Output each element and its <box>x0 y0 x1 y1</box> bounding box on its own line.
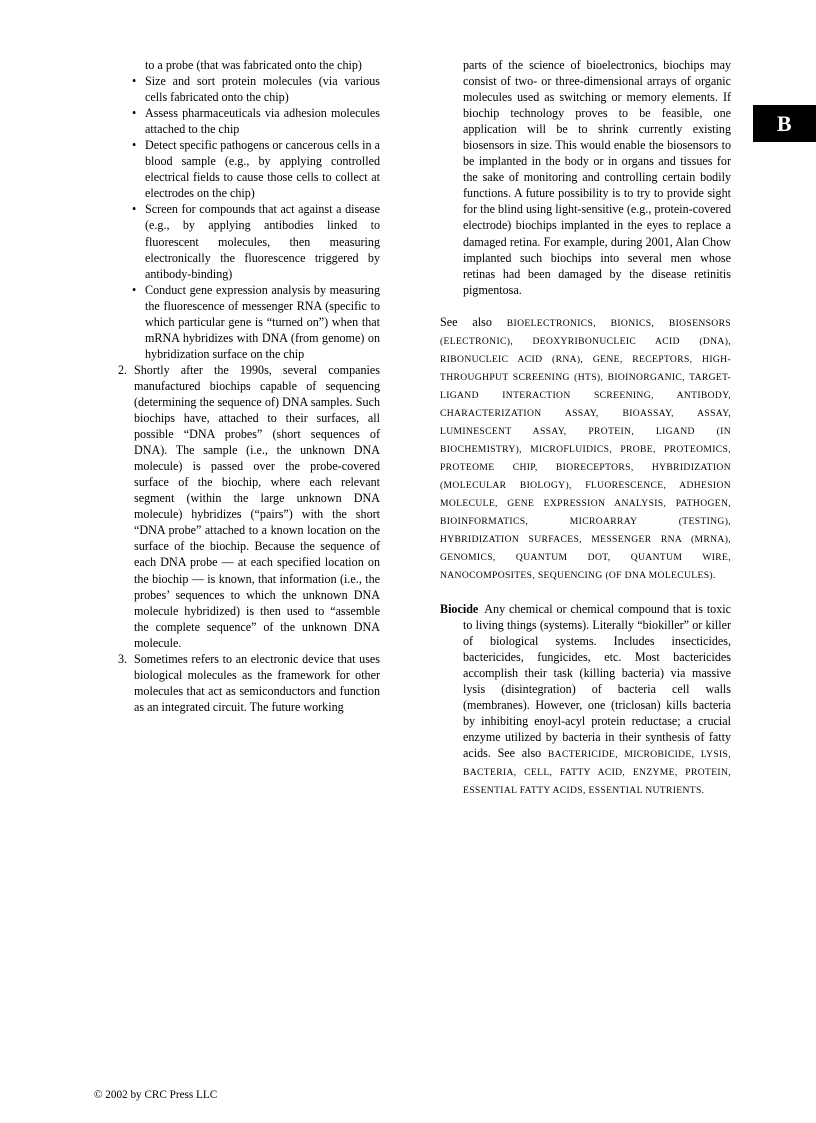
see-also-references: BIOELECTRONICS, BIONICS, BIOSENSORS (ELECTRONIC), DEOXYRIBONUCLEIC ACID (DNA), RIBONUCLEIC ACID (RNA), GENE, RECEPTORS, HIGH-THROUGHPUT SCREENING (HTS), BIOINORGANIC, TARGET-LIGAND INTERACTION SCREENING, ANTIBODY, CHARACTERIZATION ASSAY, BIOASSAY, ASSAY, LUMINESCENT ASSAY, PROTEIN, LIGAND (IN BIOCHEMISTRY), MICROFLUIDICS, PROBE, PROTEOMICS, PROTEOME CHIP, BIORECEPTORS, HYBRIDIZATION (MOLECULAR BIOLOGY), FLUORESCENCE, ADHESION MOLECULE, GENE EXPRESSION ANALYSIS, PATHOGEN, BIOINFORMATICS, MICROARRAY (TESTING), HYBRIDIZATION SURFACES, MESSENGER RNA (MRNA), GENOMICS, QUANTUM DOT, QUANTUM WIRE, NANOCOMPOSITES, SEQUENCING (OF DNA MOLECULES). <box>440 317 732 582</box>
bullet-marker-icon: • <box>132 282 137 297</box>
list-item-text: Detect specific pathogens or cancerous cells in a blood sample (e.g., by applying controlled electrical fields to cause those cells to collect at electrodes on the chip) <box>145 138 380 201</box>
list-item-text: Screen for compounds that act against a disease (e.g., by applying antibodies linked to fluorescent molecules, then measuring electronically the fluorescence triggered by antibody-binding) <box>145 202 380 281</box>
list-item-text: Size and sort protein molecules (via various cells fabricated onto the chip) <box>145 74 380 105</box>
list-item-number: 2. <box>118 362 128 377</box>
see-also-label: See also <box>440 314 492 329</box>
bullet-marker-icon: • <box>132 138 137 153</box>
dictionary-entry <box>440 601 731 800</box>
numbered-list <box>118 362 380 715</box>
thumb-index-tab <box>753 105 816 142</box>
bullet-list <box>118 73 380 362</box>
list-item <box>118 651 380 715</box>
entry-definition: Any chemical or chemical compound that is toxic to living things (systems). Literally “biokiller” or killer of biological systems. Includes insecticides, bactericides, fungicides, etc. Most bactericides accomplish their task (killing bacteria) via massive lysis (disintegration) of bacteria cell walls (membranes). However, one (triclosan) kills bacteria by inhibiting enoyl-acyl protein reductase; a crucial enzyme utilized by bacteria in their synthesis of fatty acids. <box>463 601 731 760</box>
see-also-paragraph <box>440 314 731 585</box>
left-column <box>118 57 380 715</box>
entry-headword: Biocide <box>440 601 479 616</box>
list-item <box>118 362 380 651</box>
list-item-text: Conduct gene expression analysis by measuring the fluorescence of messenger RNA (specific to which particular gene is “turned on”) when that mRNA hybridizes with DNA (from genome) on hybridization surface on the chip <box>145 282 380 361</box>
list-item <box>118 73 380 105</box>
thumb-index-letter: B <box>776 110 793 136</box>
entry-see-also-label: See also <box>497 745 542 760</box>
bullet-marker-icon: • <box>132 106 137 121</box>
list-item <box>118 201 380 281</box>
list-item-text: Assess pharmaceuticals via adhesion molecules attached to the chip <box>145 106 380 137</box>
bullet-marker-icon: • <box>132 74 137 89</box>
bullet-marker-icon: • <box>132 202 137 217</box>
list-item-text: Sometimes refers to an electronic device that uses biological molecules as the framework for other molecules that act as semiconductors and function as an integrated circuit. The future working <box>134 651 380 714</box>
page-footer-copyright: © 2002 by CRC Press LLC <box>94 1089 218 1101</box>
see-also-block <box>440 314 731 585</box>
list-item-text: Shortly after the 1990s, several companies manufactured biochips capable of sequencing (determining the sequence of) DNA samples. Such biochips have, attached to their surfaces, all possible “DNA probes” (short sequences of DNA). The sample (i.e., the unknown DNA molecule) is passed over the probe-covered surface of the biochip, where each relevant segment (within the large unknown DNA molecule) hybridizes (“pairs”) with the short “DNA probe” attached to a known location on the surface of the biochip. Because the sequence of each DNA probe — at each specified location on the biochip — is known, that information (i.e., the probes’ sequences to which the unknown DNA molecule hybridized) is then used to “assemble the complete sequence” of the unknown DNA molecule. <box>134 362 380 650</box>
list-item-number: 3. <box>118 651 128 666</box>
continued-paragraph-text: parts of the science of bioelectronics, biochips may consist of two- or three-dimensional arrays of organic molecules used as switching or memory elements. If biochip technology proves to be feasible, one application will be to shrink currently existing biosensors in size. This would enable the biosensors to be implanted in the body or in organs and tissues for the sake of monitoring and controlling certain bodily functions. A future possibility is to try to provide sight for the blind using light-sensitive (e.g., protein-covered electrode) biochips implanted in the eyes to replace a damaged retina. For example, during 2001, Alan Chow implanted such biochips into several men whose retinas had been damaged by the disease retinitis pigmentosa. <box>463 58 731 297</box>
list-item <box>118 137 380 201</box>
list-item <box>118 105 380 137</box>
list-item <box>118 282 380 362</box>
entry-see-also-references: BACTERICIDE, MICROBICIDE, LYSIS, BACTERIA, CELL, FATTY ACID, ENZYME, PROTEIN, ESSENTIAL FATTY ACIDS, ESSENTIAL NUTRIENTS. <box>463 748 731 797</box>
right-column <box>440 57 731 799</box>
continued-bullet-text: to a probe (that was fabricated onto the chip) <box>145 58 362 72</box>
